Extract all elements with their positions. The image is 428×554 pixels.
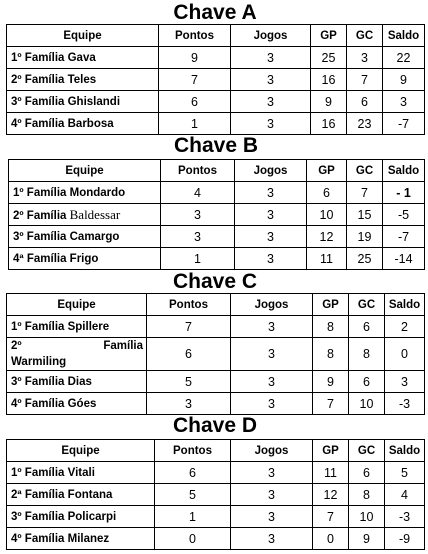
- gp-cell: 8: [313, 316, 349, 338]
- team-name-suffix: Baldessar: [69, 206, 121, 222]
- header-equipe: Equipe: [7, 25, 159, 47]
- group-title: Chave C: [172, 270, 258, 293]
- header-pontos: Pontos: [161, 160, 235, 182]
- pontos-cell: 6: [147, 338, 231, 371]
- gp-cell: 11: [313, 462, 349, 484]
- header-jogos: Jogos: [231, 25, 311, 47]
- gc-cell: 19: [347, 226, 383, 248]
- team-name: 2º Família Teles: [7, 69, 159, 91]
- gp-cell: 0: [313, 528, 349, 550]
- gp-cell: 9: [313, 371, 349, 393]
- pontos-cell: 3: [161, 204, 235, 226]
- gc-cell: 8: [349, 338, 385, 371]
- header-jogos: Jogos: [231, 440, 313, 462]
- gp-cell: 8: [313, 338, 349, 371]
- team-name: 3º Família Ghislandi: [7, 91, 159, 113]
- team-name-line1: [11, 338, 143, 354]
- group-title: Chave B: [173, 134, 259, 157]
- saldo-cell: -7: [383, 113, 425, 135]
- jogos-cell: 3: [231, 462, 313, 484]
- table-row: [9, 248, 425, 270]
- header-gp: GP: [311, 25, 347, 47]
- saldo-cell: - 1: [383, 182, 425, 204]
- jogos-cell: 3: [231, 528, 313, 550]
- pontos-cell: 1: [155, 506, 231, 528]
- standings-table: [6, 293, 425, 415]
- team-name: 4º Família Góes: [7, 393, 147, 415]
- gc-cell: 10: [349, 506, 385, 528]
- pontos-cell: 3: [161, 226, 235, 248]
- pontos-cell: 9: [159, 47, 231, 69]
- gc-cell: 15: [347, 204, 383, 226]
- saldo-cell: -9: [385, 528, 425, 550]
- pontos-cell: 0: [155, 528, 231, 550]
- gp-cell: 6: [307, 182, 347, 204]
- table-row: [9, 182, 425, 204]
- header-gc: GC: [347, 160, 383, 182]
- table-row: [7, 113, 425, 135]
- group-chave-c: [6, 271, 424, 416]
- pontos-cell: 5: [147, 371, 231, 393]
- gc-cell: 7: [347, 69, 383, 91]
- jogos-cell: 3: [231, 69, 311, 91]
- header-saldo: Saldo: [385, 440, 425, 462]
- gp-cell: 12: [313, 484, 349, 506]
- header-equipe: Equipe: [7, 294, 147, 316]
- gp-cell: 7: [313, 506, 349, 528]
- gp-cell: 25: [311, 47, 347, 69]
- team-name: 1º Família Mondardo: [9, 182, 161, 204]
- table-row: [7, 393, 425, 415]
- saldo-cell: -3: [385, 393, 425, 415]
- gc-cell: 10: [349, 393, 385, 415]
- gc-cell: 6: [349, 316, 385, 338]
- saldo-cell: -7: [383, 226, 425, 248]
- gc-cell: 6: [347, 91, 383, 113]
- pontos-cell: 6: [159, 91, 231, 113]
- table-header-row: [7, 440, 425, 462]
- table-row: [7, 47, 425, 69]
- table-header-row: [7, 294, 425, 316]
- team-name: 3º Família Camargo: [9, 226, 161, 248]
- pontos-cell: 1: [159, 113, 231, 135]
- jogos-cell: 3: [231, 371, 313, 393]
- jogos-cell: 3: [231, 484, 313, 506]
- jogos-cell: 3: [231, 338, 313, 371]
- team-name: 4º Família Barbosa: [7, 113, 159, 135]
- standings-table: [6, 439, 425, 550]
- team-name-part: Família: [103, 340, 143, 352]
- header-saldo: Saldo: [383, 160, 425, 182]
- team-name: [9, 204, 161, 226]
- table-row: [7, 316, 425, 338]
- header-gc: GC: [347, 25, 383, 47]
- header-jogos: Jogos: [231, 294, 313, 316]
- saldo-cell: -3: [385, 506, 425, 528]
- gc-cell: 3: [347, 47, 383, 69]
- gc-cell: 8: [349, 484, 385, 506]
- team-name: 2ª Família Fontana: [7, 484, 155, 506]
- jogos-cell: 3: [231, 113, 311, 135]
- pontos-cell: 4: [161, 182, 235, 204]
- pontos-cell: 7: [159, 69, 231, 91]
- header-equipe: Equipe: [9, 160, 161, 182]
- pontos-cell: 3: [147, 393, 231, 415]
- table-row: [9, 226, 425, 248]
- saldo-cell: 3: [383, 91, 425, 113]
- jogos-cell: 3: [231, 47, 311, 69]
- gp-cell: 7: [313, 393, 349, 415]
- header-saldo: Saldo: [385, 294, 425, 316]
- gc-cell: 6: [349, 462, 385, 484]
- header-pontos: Pontos: [155, 440, 231, 462]
- table-row: [7, 528, 425, 550]
- table-row: [7, 506, 425, 528]
- saldo-cell: 0: [385, 338, 425, 371]
- table-row: [7, 91, 425, 113]
- standings-table: [6, 24, 425, 135]
- header-pontos: Pontos: [159, 25, 231, 47]
- table-row: [7, 69, 425, 91]
- group-title: Chave D: [172, 414, 258, 437]
- jogos-cell: 3: [235, 204, 307, 226]
- team-name-part: Warmiling: [11, 356, 67, 368]
- header-jogos: Jogos: [235, 160, 307, 182]
- team-name: 1º Família Spillere: [7, 316, 147, 338]
- gp-cell: 10: [307, 204, 347, 226]
- table-header-row: [9, 160, 425, 182]
- table-row: [7, 371, 425, 393]
- table-row: [9, 204, 425, 226]
- team-name: 1º Família Vitali: [7, 462, 155, 484]
- jogos-cell: 3: [231, 393, 313, 415]
- saldo-cell: 5: [385, 462, 425, 484]
- jogos-cell: 3: [235, 182, 307, 204]
- group-title: Chave A: [173, 1, 257, 24]
- jogos-cell: 3: [231, 506, 313, 528]
- table-row: [7, 338, 425, 371]
- gp-cell: 9: [311, 91, 347, 113]
- header-gp: GP: [313, 294, 349, 316]
- team-name: 3º Família Policarpi: [7, 506, 155, 528]
- gp-cell: 16: [311, 69, 347, 91]
- jogos-cell: 3: [235, 226, 307, 248]
- pontos-cell: 6: [155, 462, 231, 484]
- standings-table: [8, 159, 425, 270]
- pontos-cell: 1: [161, 248, 235, 270]
- pontos-cell: 7: [147, 316, 231, 338]
- jogos-cell: 3: [235, 248, 307, 270]
- jogos-cell: 3: [231, 91, 311, 113]
- team-name: 3º Família Dias: [7, 371, 147, 393]
- header-gc: GC: [349, 440, 385, 462]
- gc-cell: 6: [349, 371, 385, 393]
- gc-cell: 23: [347, 113, 383, 135]
- table-header-row: [7, 25, 425, 47]
- gc-cell: 9: [349, 528, 385, 550]
- saldo-cell: 2: [385, 316, 425, 338]
- jogos-cell: 3: [231, 316, 313, 338]
- header-gp: GP: [307, 160, 347, 182]
- table-row: [7, 484, 425, 506]
- saldo-cell: 3: [385, 371, 425, 393]
- gc-cell: 25: [347, 248, 383, 270]
- saldo-cell: -14: [383, 248, 425, 270]
- saldo-cell: -5: [383, 204, 425, 226]
- team-name: 1º Família Gava: [7, 47, 159, 69]
- header-saldo: Saldo: [383, 25, 425, 47]
- gp-cell: 11: [307, 248, 347, 270]
- gc-cell: 7: [347, 182, 383, 204]
- team-name: 4º Família Milanez: [7, 528, 155, 550]
- team-name-prefix: 2º Família: [13, 209, 70, 222]
- table-row: [7, 462, 425, 484]
- saldo-cell: 9: [383, 69, 425, 91]
- team-name-part: 2º: [11, 340, 22, 352]
- team-name: [7, 338, 147, 371]
- pontos-cell: 5: [155, 484, 231, 506]
- group-chave-b: [8, 135, 424, 270]
- saldo-cell: 22: [383, 47, 425, 69]
- gp-cell: 16: [311, 113, 347, 135]
- header-gp: GP: [313, 440, 349, 462]
- saldo-cell: 4: [385, 484, 425, 506]
- team-name: 4ª Família Frigo: [9, 248, 161, 270]
- gp-cell: 12: [307, 226, 347, 248]
- header-pontos: Pontos: [147, 294, 231, 316]
- group-chave-a: [6, 2, 424, 134]
- header-gc: GC: [349, 294, 385, 316]
- group-chave-d: [6, 415, 424, 551]
- header-equipe: Equipe: [7, 440, 155, 462]
